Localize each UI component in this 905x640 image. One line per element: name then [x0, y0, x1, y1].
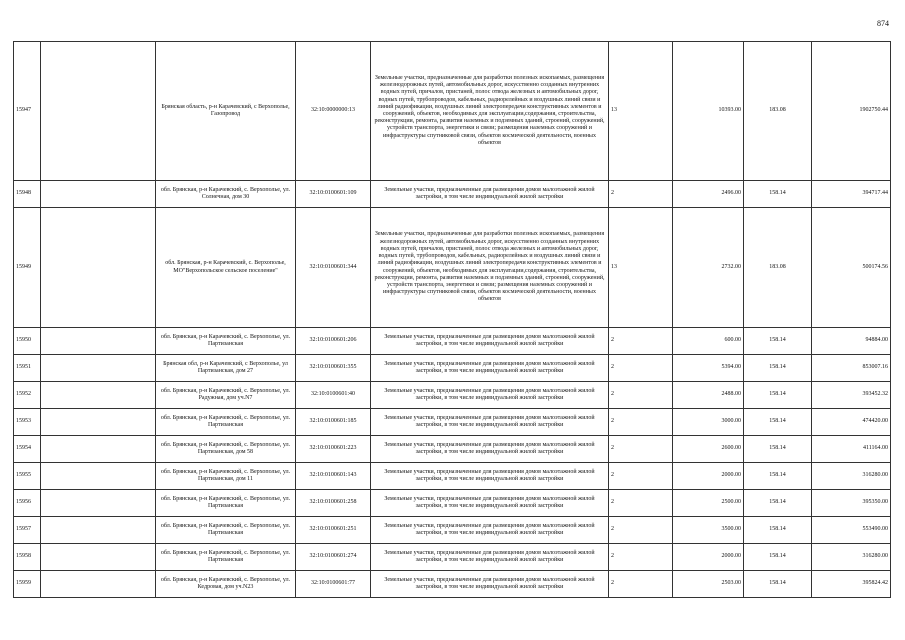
empty-cell [41, 463, 156, 490]
table-row [14, 517, 891, 544]
group-cell: 2 [609, 181, 673, 208]
cadastral-value-cell: 853007.16 [812, 355, 891, 382]
table-row [14, 355, 891, 382]
cadastral-number-cell: 32:10:0100601:77 [296, 571, 371, 598]
area-cell: 3500.00 [673, 517, 744, 544]
cadastral-value-cell: 394717.44 [812, 181, 891, 208]
cadastral-value-cell: 395350.00 [812, 490, 891, 517]
rate-cell: 158.14 [744, 436, 812, 463]
cadastral-value-cell: 393452.32 [812, 382, 891, 409]
cadastral-number-cell: 32:10:0100601:223 [296, 436, 371, 463]
empty-cell [41, 42, 156, 181]
cadastral-number-cell: 32:10:0100601:109 [296, 181, 371, 208]
row-id: 15952 [14, 382, 41, 409]
address-cell: обл. Брянская, р-н Карачевский, с. Верхополье, ул. Партизанская, дом 58 [156, 436, 296, 463]
address-cell: обл. Брянская, р-н Карачевский, с. Верхополье, ул. Партизанская [156, 490, 296, 517]
row-id: 15953 [14, 409, 41, 436]
rate-cell: 158.14 [744, 328, 812, 355]
cadastral-value-cell: 94884.00 [812, 328, 891, 355]
cadastral-value-cell: 500174.56 [812, 208, 891, 328]
land-use-cell: Земельные участки, предназначенные для размещения домов малоэтажной жилой застройки, в том числе индивидуальной жилой застройки [371, 490, 609, 517]
address-cell: обл. Брянская, р-н Карачевский, с. Верхополье, ул. Радужная, дом уч.N7 [156, 382, 296, 409]
address-cell: обл. Брянская, р-н Карачевский, с. Верхополье, ул. Партизанская [156, 409, 296, 436]
rate-cell: 158.14 [744, 463, 812, 490]
table-row [14, 409, 891, 436]
area-cell: 5394.00 [673, 355, 744, 382]
address-cell: Брянская область, р-н Карачевский, с Верхополье, Газопровод [156, 42, 296, 181]
empty-cell [41, 181, 156, 208]
cadastral-number-cell: 32:10:0000000:13 [296, 42, 371, 181]
table-row [14, 544, 891, 571]
table-row [14, 436, 891, 463]
empty-cell [41, 409, 156, 436]
land-use-cell: Земельные участки, предназначенные для размещения домов малоэтажной жилой застройки, в том числе индивидуальной жилой застройки [371, 571, 609, 598]
table-row [14, 181, 891, 208]
land-use-cell: Земельные участки, предназначенные для размещения домов малоэтажной жилой застройки, в том числе индивидуальной жилой застройки [371, 409, 609, 436]
cadastral-number-cell: 32:10:0100601:206 [296, 328, 371, 355]
row-id: 15948 [14, 181, 41, 208]
row-id: 15951 [14, 355, 41, 382]
address-cell: обл. Брянская, р-н Карачевский, с. Верхополье, МО"Верхопольское сельское поселение" [156, 208, 296, 328]
land-use-cell: Земельные участки, предназначенные для разработки полезных ископаемых, размещения железнодорожных путей, автомобильных дорог, искусственно созданных внутренних водных путей, причалов, пристаней, полос отвода железных и автомобильных дорог, водных путей, трубопроводов, кабельных, радиорелейных и воздушных линий связи и линий радиофикации, воздушных линий электропередачи конструктивных элементов и сооружений, объектов, необходимых для эксплуатации,содержания, строительства, реконструкции, ремонта, развития наземных и подземных зданий, строений, сооружений, устройств транспорта, энергетики и связи; размещения наземных сооружений и инфраструктуры спутниковой связи, объектов космической деятельности, военных объектов [371, 42, 609, 181]
cadastral-value-cell: 1902750.44 [812, 42, 891, 181]
empty-cell [41, 382, 156, 409]
empty-cell [41, 490, 156, 517]
cadastral-value-cell: 474420.00 [812, 409, 891, 436]
rate-cell: 183.08 [744, 42, 812, 181]
cadastral-number-cell: 32:10:0100601:185 [296, 409, 371, 436]
cadastral-number-cell: 32:10:0100601:143 [296, 463, 371, 490]
empty-cell [41, 517, 156, 544]
cadastral-value-cell: 553490.00 [812, 517, 891, 544]
land-use-cell: Земельные участки, предназначенные для размещения домов малоэтажной жилой застройки, в том числе индивидуальной жилой застройки [371, 328, 609, 355]
address-cell: обл. Брянская, р-н Карачевский, с. Верхополье, ул. Партизанская, дом 11 [156, 463, 296, 490]
cadastral-value-cell: 395824.42 [812, 571, 891, 598]
group-cell: 2 [609, 571, 673, 598]
area-cell: 600.00 [673, 328, 744, 355]
row-id: 15950 [14, 328, 41, 355]
group-cell: 13 [609, 208, 673, 328]
land-use-cell: Земельные участки, предназначенные для размещения домов малоэтажной жилой застройки, в том числе индивидуальной жилой застройки [371, 355, 609, 382]
address-cell: обл. Брянская, р-н Карачевский, с. Верхополье, ул. Партизанская [156, 517, 296, 544]
rate-cell: 158.14 [744, 571, 812, 598]
address-cell: обл. Брянская, р-н Карачевский, с. Верхополье, ул. Солнечная, дом 30 [156, 181, 296, 208]
table-row [14, 328, 891, 355]
land-use-cell: Земельные участки, предназначенные для размещения домов малоэтажной жилой застройки, в том числе индивидуальной жилой застройки [371, 382, 609, 409]
group-cell: 2 [609, 463, 673, 490]
area-cell: 2000.00 [673, 544, 744, 571]
land-use-cell: Земельные участки, предназначенные для размещения домов малоэтажной жилой застройки, в том числе индивидуальной жилой застройки [371, 463, 609, 490]
address-cell: Брянская обл, р-н Карачевский, с Верхополье, ул Партизанская, дом 27 [156, 355, 296, 382]
empty-cell [41, 328, 156, 355]
row-id: 15947 [14, 42, 41, 181]
area-cell: 2000.00 [673, 463, 744, 490]
land-use-cell: Земельные участки, предназначенные для размещения домов малоэтажной жилой застройки, в том числе индивидуальной жилой застройки [371, 436, 609, 463]
empty-cell [41, 208, 156, 328]
land-use-cell: Земельные участки, предназначенные для размещения домов малоэтажной жилой застройки, в том числе индивидуальной жилой застройки [371, 517, 609, 544]
area-cell: 3000.00 [673, 409, 744, 436]
row-id: 15957 [14, 517, 41, 544]
area-cell: 2488.00 [673, 382, 744, 409]
empty-cell [41, 571, 156, 598]
row-id: 15954 [14, 436, 41, 463]
rate-cell: 158.14 [744, 517, 812, 544]
cadastral-value-cell: 411164.00 [812, 436, 891, 463]
rate-cell: 158.14 [744, 181, 812, 208]
rate-cell: 158.14 [744, 409, 812, 436]
address-cell: обл. Брянская, р-н Карачевский, с. Верхополье, ул. Партизанская [156, 544, 296, 571]
group-cell: 13 [609, 42, 673, 181]
rate-cell: 183.08 [744, 208, 812, 328]
group-cell: 2 [609, 382, 673, 409]
group-cell: 2 [609, 436, 673, 463]
group-cell: 2 [609, 409, 673, 436]
cadastral-value-table [13, 41, 891, 598]
area-cell: 2496.00 [673, 181, 744, 208]
table-row [14, 571, 891, 598]
table-row [14, 490, 891, 517]
table-row [14, 382, 891, 409]
cadastral-value-cell: 316280.00 [812, 463, 891, 490]
table-row [14, 42, 891, 181]
row-id: 15959 [14, 571, 41, 598]
table-row [14, 208, 891, 328]
land-use-cell: Земельные участки, предназначенные для размещения домов малоэтажной жилой застройки, в том числе индивидуальной жилой застройки [371, 544, 609, 571]
address-cell: обл. Брянская, р-н Карачевский, с. Верхополье, ул. Партизанская [156, 328, 296, 355]
group-cell: 2 [609, 517, 673, 544]
page-number: 874 [877, 19, 889, 28]
cadastral-number-cell: 32:10:0100601:258 [296, 490, 371, 517]
empty-cell [41, 544, 156, 571]
cadastral-number-cell: 32:10:0100601:355 [296, 355, 371, 382]
cadastral-value-cell: 316280.00 [812, 544, 891, 571]
area-cell: 10393.00 [673, 42, 744, 181]
rate-cell: 158.14 [744, 544, 812, 571]
table-row [14, 463, 891, 490]
cadastral-number-cell: 32:10:0100601:40 [296, 382, 371, 409]
rate-cell: 158.14 [744, 355, 812, 382]
empty-cell [41, 355, 156, 382]
row-id: 15955 [14, 463, 41, 490]
area-cell: 2600.00 [673, 436, 744, 463]
rate-cell: 158.14 [744, 382, 812, 409]
land-use-cell: Земельные участки, предназначенные для размещения домов малоэтажной жилой застройки, в том числе индивидуальной жилой застройки [371, 181, 609, 208]
address-cell: обл. Брянская, р-н Карачевский, с. Верхополье, ул. Кедровая, дом уч.N23 [156, 571, 296, 598]
area-cell: 2503.00 [673, 571, 744, 598]
cadastral-number-cell: 32:10:0100601:251 [296, 517, 371, 544]
group-cell: 2 [609, 328, 673, 355]
row-id: 15956 [14, 490, 41, 517]
cadastral-number-cell: 32:10:0100601:274 [296, 544, 371, 571]
cadastral-number-cell: 32:10:0100601:344 [296, 208, 371, 328]
area-cell: 2732.00 [673, 208, 744, 328]
area-cell: 2500.00 [673, 490, 744, 517]
land-use-cell: Земельные участки, предназначенные для разработки полезных ископаемых, размещения железнодорожных путей, автомобильных дорог, искусственно созданных внутренних водных путей, причалов, пристаней, полос отвода железных и автомобильных дорог, водных путей, трубопроводов, кабельных, радиорелейных и воздушных линий связи и линий радиофикации, воздушных линий электропередачи конструктивных элементов и сооружений, объектов, необходимых для эксплуатации,содержания, строительства, реконструкции, ремонта, развития наземных и подземных зданий, строений, сооружений, устройств транспорта, энергетики и связи; размещения наземных сооружений и инфраструктуры спутниковой связи, объектов космической деятельности, военных объектов [371, 208, 609, 328]
table-body [14, 42, 891, 598]
group-cell: 2 [609, 355, 673, 382]
empty-cell [41, 436, 156, 463]
group-cell: 2 [609, 544, 673, 571]
row-id: 15958 [14, 544, 41, 571]
rate-cell: 158.14 [744, 490, 812, 517]
group-cell: 2 [609, 490, 673, 517]
row-id: 15949 [14, 208, 41, 328]
